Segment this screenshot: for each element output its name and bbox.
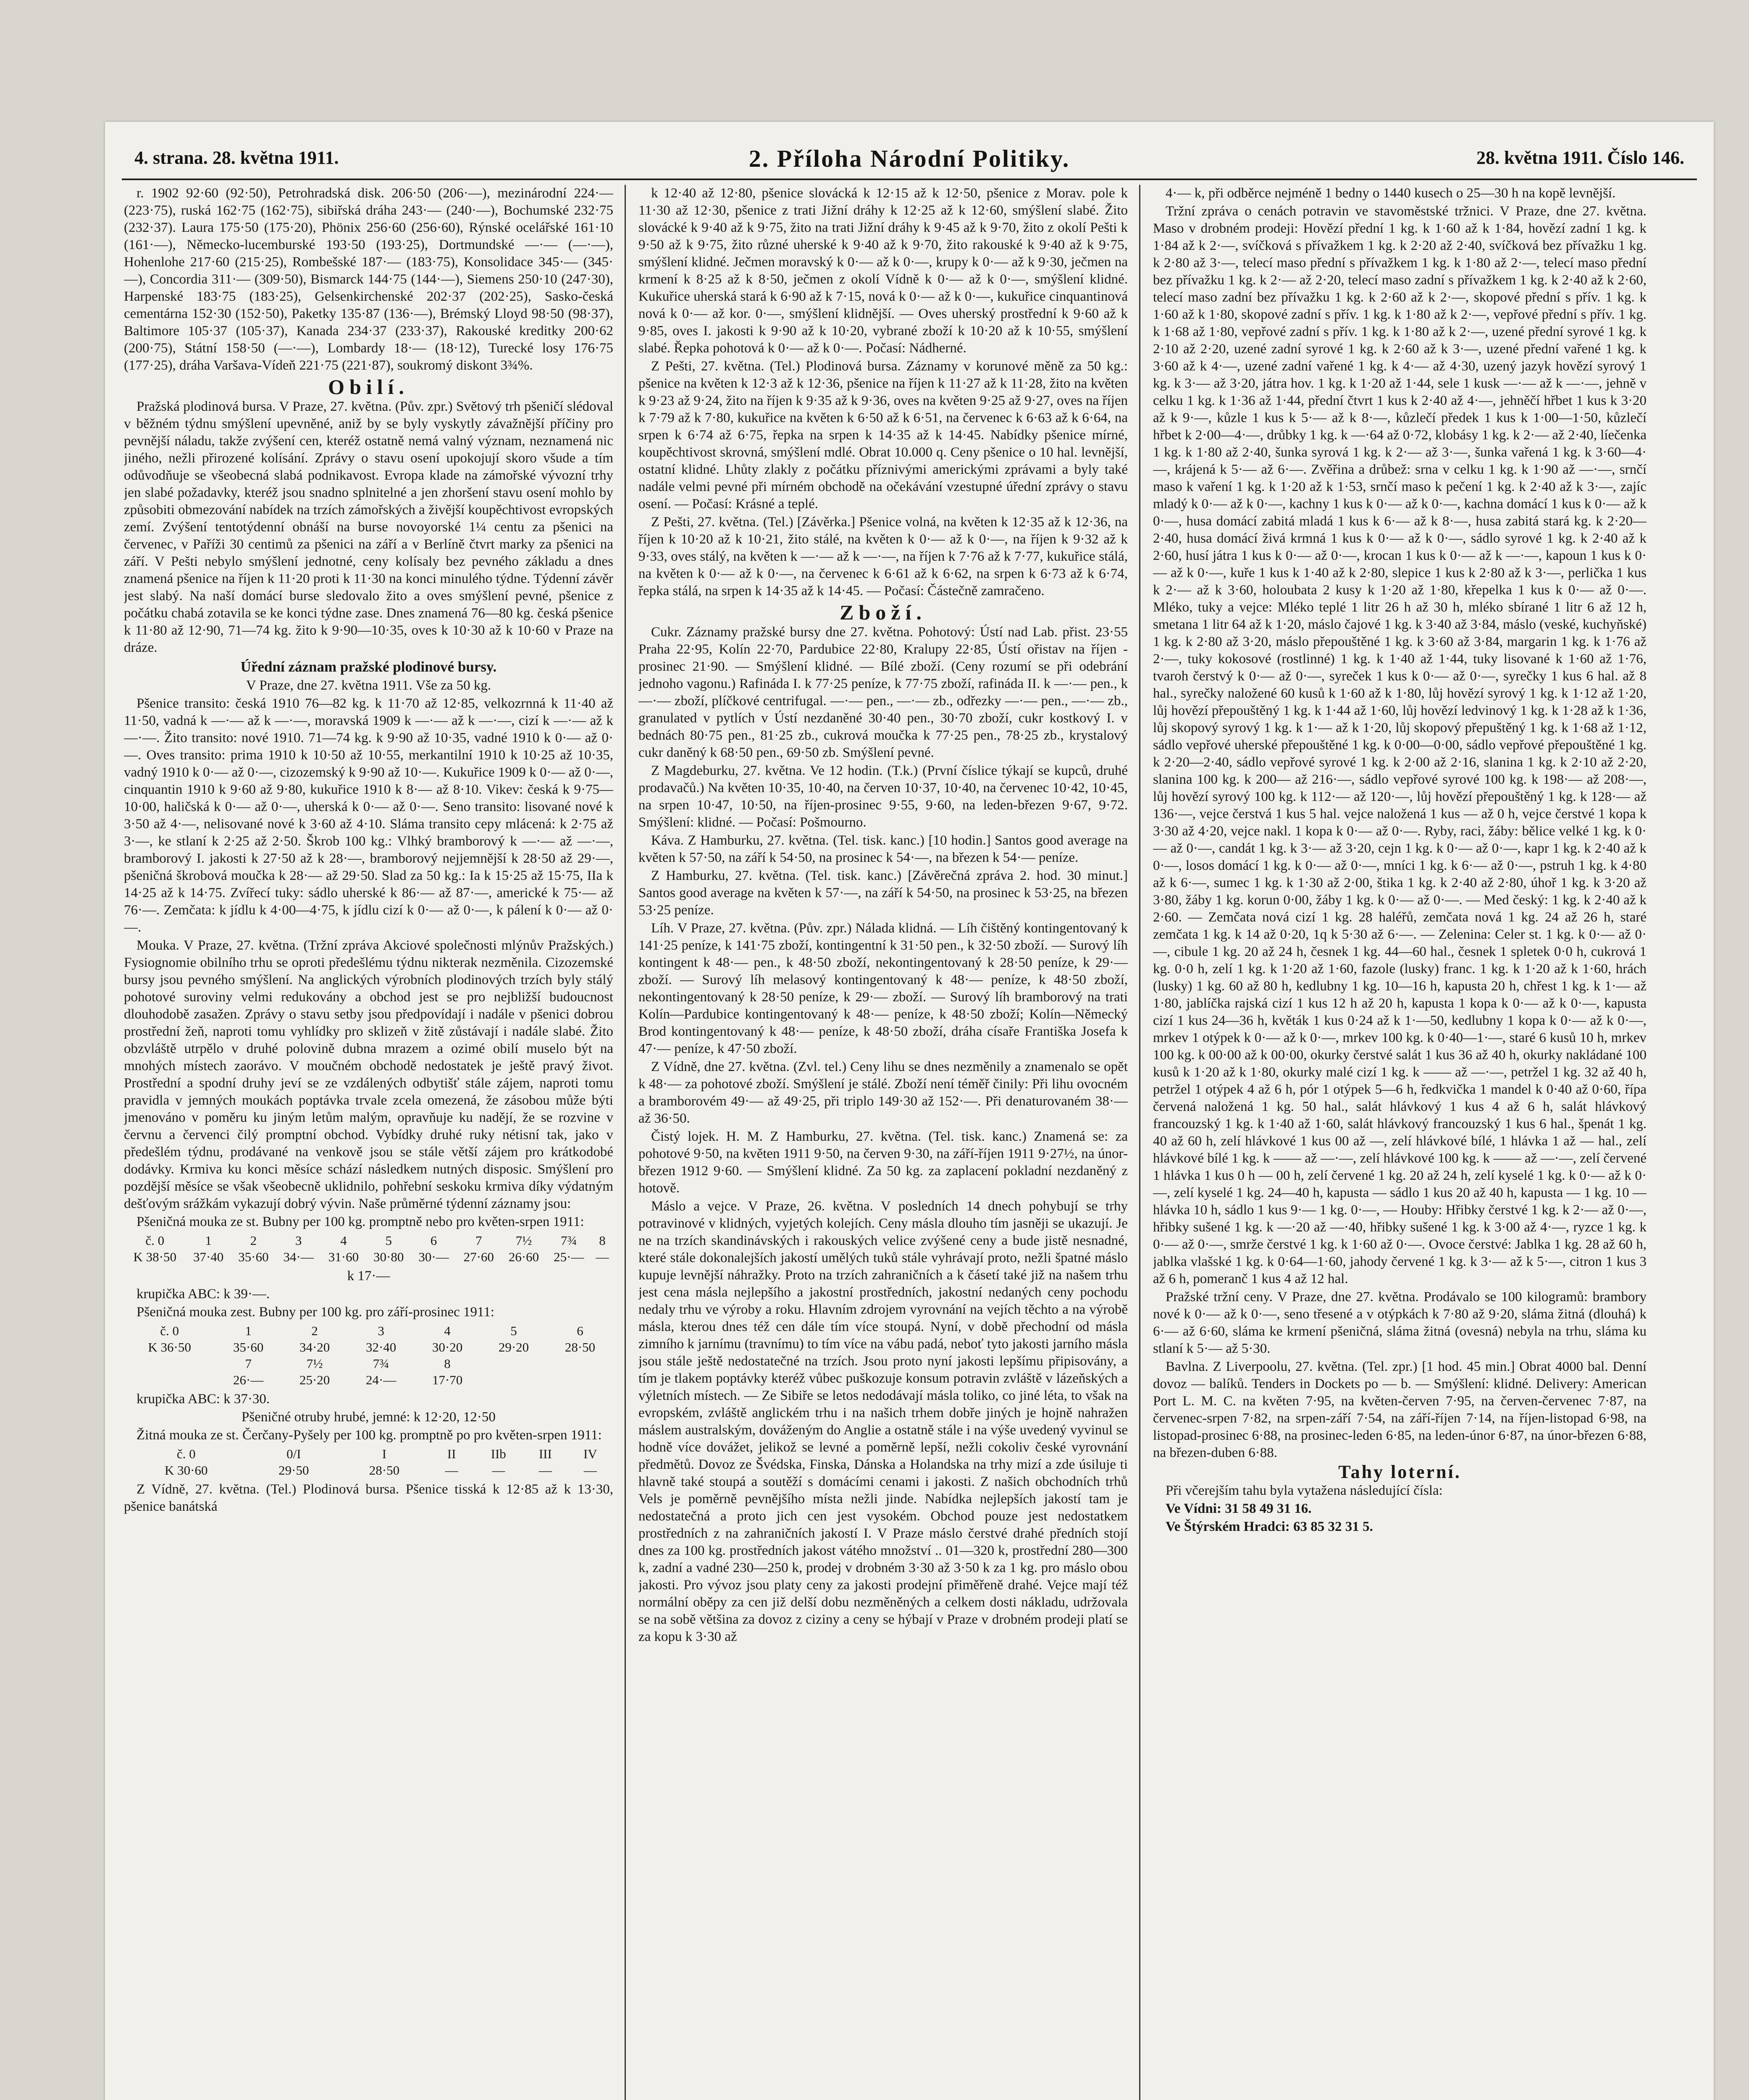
rye-flour-table xyxy=(124,1446,613,1478)
table-cell: 7 xyxy=(245,1356,252,1371)
table-header-row xyxy=(124,1446,613,1462)
table-cell: 35·60 xyxy=(233,1340,264,1354)
wheat-flour-table xyxy=(124,1232,613,1265)
table-cell: 25·— xyxy=(554,1250,584,1264)
table-row xyxy=(124,1249,613,1265)
table-cell: 30·20 xyxy=(432,1340,463,1354)
table-cell: 27·60 xyxy=(463,1250,494,1264)
semolina-price-2: krupička ABC: k 37·30. xyxy=(137,1391,270,1407)
table-cell: 3 xyxy=(295,1233,302,1248)
table-cell: K 30·60 xyxy=(165,1463,208,1478)
table-cell: 28·50 xyxy=(369,1463,400,1478)
lottery-vienna-label: Ve Vídni: xyxy=(1166,1501,1221,1516)
table-cell: 5 xyxy=(385,1233,392,1248)
lottery-graz xyxy=(1153,1518,1647,1536)
budapest-closing-report: Z Pešti, 27. května. (Tel.) [Závěrka.] Pšenice volná, na květen k 12·35 až k 12·36, na říjen k 10·20 až k 10·21, žito stálé, na květen k 0·— až k 0·—, na říjen k 9·32 až k 9·33, oves stálý, na květen k —·— až k —·—, na říjen k 7·76 až k 7·77, kukuřice stálá, na květen k 0·— až k 0·—, na červenec k 6·61 až k 6·62, na srpen k 6·73 až k 6·74, řepka stálá, na srpen k 14·35 až k 14·45. — Počasí: Částečně zamračeno. xyxy=(638,514,1128,598)
hamburg-report: Z Hamburku, 27. května. (Tel. tisk. kanc.) [Závěrečná zpráva 2. hod. 30 minut.] Santos good average na květen k 57·—, na září k 54·50, na prosinec k 53·25, na březen 53·25 peníze. xyxy=(638,868,1128,918)
table-cell: K 36·50 xyxy=(148,1340,191,1354)
table-row xyxy=(124,1462,613,1478)
prague-market-prices: Pražské tržní ceny. V Praze, dne 27. května. Prodávalo se 100 kilogramů: brambory nové k 0·— až k 0·—, seno třesené a v otýpkách k 7·80 až 9·20, sláma žitná (dlouhá) k 6·— až 6·60, sláma ke krmení pšeničná, sláma žitná (ovesná) nebyla na trhu, sláma ku stlaní k 5·— až 5·30. xyxy=(1153,1289,1647,1356)
column-divider xyxy=(1139,185,1140,2100)
table-cell: 0/I xyxy=(286,1446,301,1461)
sugar-report: Cukr. Záznamy pražské bursy dne 27. května. Pohotový: Ústí nad Lab. přist. 23·55 Praha 22·95, Kolín 22·70, Pardubice 22·80, Kralupy 22·85, Ústí ořistav na říjen - prosinec 21·90. — Smýšlení klidné. — Bílé zboží. (Ceny rozumí se při odebrání jednoho vagonu.) Rafináda I. k 77·25 peníze, k 77·75 zboží, rafináda II. k —·— pen., k —·— zboží, plíčkové centrifugal. —·— pen., —·— zb., odřezky —·— pen., —·— zb., granulated v pytlích v Ústí nezdaněné 30·40 pen., 30·70 zboží, cukr kostkový I. v bednách 80·75 pen., 81·25 zb., cukrová moučka k 77·25 pen., 78·25 zb., krystalový cukr daněný k 68·50 pen., 69·50 zb. Smýšlení pevné. xyxy=(638,625,1128,760)
semolina-price: krupička ABC: k 39·—. xyxy=(137,1286,270,1302)
cotton-report: Bavlna. Z Liverpoolu, 27. května. (Tel. zpr.) [1 hod. 45 min.] Obrat 4000 bal. Denní dovoz — balíků. Tenders in Dockets po — b. — Smýšlení: klidné. Delivery: American Port L. M. C. na květen 7·95, na květen-červen 7·95, na červen-červenec 7·87, na červenec-srpen 7·82, na srpen-září 7·54, na září-říjen 7·14, na říjen-listopad 6·98, na listopad-prosinec 6·88, na prosinec-leden 6·85, na leden-únor 6·87, na únor-březen 6·88, na březen-duben 6·88. xyxy=(1153,1359,1647,1460)
table-cell: 3 xyxy=(378,1323,384,1338)
official-record-subtitle: V Praze, dne 27. května 1911. Vše za 50 kg. xyxy=(246,678,491,693)
column-divider xyxy=(625,185,626,2100)
vienna-exchange-continued: k 12·40 až 12·80, pšenice slovácká k 12·15 až k 12·50, pšenice z Morav. pole k 11·30 až 12·30, pšenice z trati Jižní dráhy k 12·25 až k 12·60, smýšlení slabé. Žito slovácké k 9·40 až k 9·75, žito na trati Jižní dráhy k 9·45 až k 9·70, žito z okolí Pešti k 9·50 až k 9·75, žito různé uherské k 9·40 až k 9·70, žito rakouské k 9·40 až k 9·75, smýšlení klidné. Ječmen moravský k 0·— až k 0·—, krupy k 0·— až k 9·30, ječmen na krmení k 8·25 až k 8·50, ječmen z okolí Vídně k 0·— až k 0·—, smýšlení klidné. Kukuřice uherská stará k 6·90 až k 7·15, nová k 0·— až k 0·—, kukuřice cinquantinová nová k 0·— až kor. 0·—, smýšlení klidnější. — Oves uherský prostřední k 9·60 až k 9·85, oves I. jakosti k 9·90 až k 10·20, vybrané zboží k 10·20 až k 10·55, smýšlení slabé. Řepka pohotová k 0·— až k 0·—. Počasí: Nádherné. xyxy=(638,186,1128,356)
table-header-row xyxy=(124,1355,613,1372)
table-cell: 35·60 xyxy=(238,1250,269,1264)
official-record-title: Úřední záznam pražské plodinové bursy. xyxy=(240,659,497,675)
column-3 xyxy=(1153,185,1647,2100)
butter-eggs-report: Máslo a vejce. V Praze, 26. května. V posledních 14 dnech pohybují se trhy potravinové v klidných, vyjetých kolejích. Ceny másla dlouho tím jasněji se ukazují. Je ne na trzích skandinávských i rakouských velice zvýšené ceny a bude jistě nesnadné, které stále dokonalejších jakostí umělých tuků stále vyhrávají proto, nežli špatné máslo kupuje levnější náhražky. Proto na trzích zahraničních a k čásetí také již na našem trhu jest cena másla nejlepšího a jakostní prostředních, jakostní nedaných ceny pochodu nedaly trhu ve výroby a roku. Hlavním zdrojem vyrovnání na vejích těchto a na výrobě másla, kterou dnes též cen dále tím více stoupá. Nyní, v době přechodní od másla zimního k jarnímu (travnímu) to tím více na vábu padá, neboť tyto jakosti jarního másla jsou stále ještě nedostatečné na trzích. Jsou proto nyní jakosti lepšímu připisovány, a tím je tlakem poptávky kteréž vůbec puškozuje konsum potravin zvláště v lázeňských a výletních místech. — Ze Sibiře se letos nedodávají másla toliko, co jiné léta, to však na evropském, zvláště anglickém trhu i na našich trhem dobře jiných je hojně nahražen máslem australským, dováženým do Anglie a ostatně stále i na výše uvedený vyvinul se hodně více dovážet, jelikož se levné a poměrně lepší, nežli cokoliv české vyrovnání předmětů. Dovoz ze Švédska, Finska, Dánska a Holandska na trhy mizí a zde úsiluje ti hlavně také stoupá a soutěží s domácími cenami i jakosti. Z našich obchodních trhů Vels je poměrně pevnějšího místa nežli jinde. Nabídka nejlepších jakostí tam je nedostatečná a proto jich cen jest vysokém. Obchod pouze jest nedostatkem prostředních z na zahraničních jakostí I. V Praze máslo čerstvé drahé předních stojí dnes za 100 kg. prostředních jakost vátého množství .. 01—320 k, prostřední 280—300 k, zadní a vadné 230—250 k, prodej v drobném 3·30 až 3·50 k za 1 kg. pro máslo obou jakosti. Pro vývoz jsou platy ceny za jakosti prodejní přiměřeně drahé. Vejce mají též normální oběpy za cen již delší dobu nezměněných a celkem dosti nákladu, udržovala se na sobě většina za dovoz z ciziny a ceny se hýbají v Praze v drobném prodeji platí se za kopu k 3·30 až xyxy=(638,1199,1128,1644)
table-cell: — xyxy=(492,1463,505,1478)
table-cell: 7¾ xyxy=(373,1356,389,1371)
bran-prices: Pšeničné otruby hrubé, jemné: k 12·20, 12·50 xyxy=(242,1410,496,1425)
page-header xyxy=(134,147,1684,174)
table-cell: 31·60 xyxy=(328,1250,359,1264)
table-cell: 8 xyxy=(599,1233,606,1248)
table-row xyxy=(124,1339,613,1355)
lottery-vienna-numbers: 31 58 49 31 16. xyxy=(1225,1501,1312,1516)
table-cell: 28·50 xyxy=(565,1340,596,1354)
table-cell: 4 xyxy=(444,1323,451,1338)
rye-flour-title: Žitná mouka ze st. Čerčany-Pyšely per 100 kg. promptně po pro květen-srpen 1911: xyxy=(137,1428,602,1443)
table-cell: 30·— xyxy=(418,1250,449,1264)
header-rule xyxy=(122,178,1697,180)
header-date-left: 4. strana. 28. května 1911. xyxy=(134,147,339,168)
table-cell: 7½ xyxy=(515,1233,532,1248)
table-cell: 34·— xyxy=(283,1250,314,1264)
wheat-flour-title-2: Pšeničná mouka zest. Bubny per 100 kg. pro září-prosinec 1911: xyxy=(137,1305,494,1320)
table-cell: K 38·50 xyxy=(133,1250,176,1264)
official-record-text: Pšenice transito: česká 1910 76—82 kg. k 11·70 až 12·85, velkozrnná k 11·40 až 11·50, vadná k —·— až k —·—, moravská 1909 k —·— až k —·—, cizí k —·— až k —·—. Žito transito: nové 1910. 71—74 kg. k 9·90 až 10·35, vadné 1910 k 0·— až 0·—. Oves transito: prima 1910 k 10·50 až 10·55, merkantilní 1910 k 10·25 až 10·35, vadný 1910 k 0·— až 0·—, cizozemský k 9·90 až 10·—. Kukuřice 1909 k 0·— až 0·—, cinquantin 1910 k 9·60 až 9·80, kukuřice 1910 k 8·— až 8·10. Vikev: česká k 9·75—10·00, haličská k 0·— až 0·—, uherská k 0·— až 0·—. Seno transito: lisované nové k 3·50 až 4·—, nelisované nové k 3·60 až 4·10. Sláma transito cepy mlácená: k 2·75 až 3·—, ke stlaní k 2·25 až 2·50. Škrob 100 kg.: Vlhký bramborový k —·— až —·—, bramborový I. jakosti k 27·50 až k 28·—, bramborový nejjemnější k 28·50 až 29·—, pšeničná škrobová moučka k 28·— až 29·50. Slad za 50 kg.: Ia k 15·25 až 15·75, IIa k 14·25 až k 14·75. Zvířecí tuky: sádlo uherské k 86·— až 87·—, americké k 75·— až 76·—. Zemčata: k jídlu k 4·00—4·75, k jídlu cizí k 0·— až 0·—, k pálení k 0·— až 0·—. xyxy=(124,696,613,935)
stock-quotes-paragraph: r. 1902 92·60 (92·50), Petrohradská disk. 206·50 (206·—), mezinárodní 224·— (223·75), ruská 162·75 (162·75), sibiřská dráha 243·— (240·—), Bochumské 232·75 (232·37). Laura 175·50 (175·20), Phönix 256·60 (256·60), Rýnské ocelářské 161·10 (161·—), Německo-lucemburské 193·50 (193·25), Dortmundské —·— (—·—), Hohenlohe 217·60 (215·25), Rombešské 187·— (183·75), Konsolidace 345·— (345·—), Concordia 311·— (309·50), Bismarck 144·75 (144·—), Siemens 250·10 (247·30), Harpenské 183·75 (183·25), Gelsenkirchenské 202·37 (202·25), Sasko-česká cementárna 152·30 (152·50), Paketky 135·87 (136·—), Brémský Lloyd 98·50 (98·37), Baltimore 105·37 (105·37), Kanada 234·37 (233·37), Rakouské kreditky 200·62 (200·75), Státní 158·50 (—·—), Lombardy 18·— (18·12), Turecké losy 176·75 (177·25), dráha Varšava-Vídeň 221·75 (221·87), soukromý diskont 3¾%. xyxy=(124,186,613,373)
table-cell: 1 xyxy=(205,1233,212,1248)
table-cell: — xyxy=(538,1463,552,1478)
table-cell: IV xyxy=(583,1446,597,1461)
table-cell: — xyxy=(445,1463,458,1478)
table-cell: 2 xyxy=(311,1323,318,1338)
table-cell: 6 xyxy=(430,1233,437,1248)
table-cell: II xyxy=(447,1446,456,1461)
table-cell: 29·50 xyxy=(278,1463,309,1478)
table-cell: — xyxy=(583,1463,597,1478)
table-cell: 37·40 xyxy=(193,1250,224,1264)
table-cell: III xyxy=(538,1446,552,1461)
wheat-flour-table-2 xyxy=(124,1323,613,1388)
column-2 xyxy=(638,185,1128,2100)
column-1 xyxy=(124,185,613,2100)
table-cell: 6 xyxy=(577,1323,583,1338)
table-cell: 26·60 xyxy=(508,1250,539,1264)
table-cell: 29·20 xyxy=(498,1340,529,1354)
wheat-flour-title: Pšeničná mouka ze st. Bubny per 100 kg. promptně nebo pro květen-srpen 1911: xyxy=(137,1214,584,1229)
table-cell: č. 0 xyxy=(145,1233,165,1248)
section-title-obili: Obilí. xyxy=(328,375,409,399)
table-cell: 34·20 xyxy=(299,1340,330,1354)
table-cell: 2 xyxy=(250,1233,257,1248)
table-cell: č. 0 xyxy=(160,1323,179,1338)
table-cell: I xyxy=(382,1446,387,1461)
table-cell: 1 xyxy=(245,1323,252,1338)
spirits-report: Líh. V Praze, 27. května. (Pův. zpr.) Nálada klidná. — Líh čištěný kontingentovaný k 141·25 peníze, k 141·75 zboží, kontingentní k 31·50 pen., k 32·50 zboží. — Surový líh kontingent k 48·— pen., k 48·50 zboží, nekontingentovaný k 28·50 peníze, k 29·— zboží. — Surový líh melasový kontingentovaný k 48·— peníze, k 48·50 zboží, nekontingentovaný k 28·50 peníze, k 29·— zboží. — Surový líh bramborový na trati Kolín—Pardubice kontingentovaný k 48·— peníze, k 48·50 zboží; Kolín—Německý Brod kontingentovaný k 48·— peníze, k 48·50 zboží, dráha císaře Františka Josefa k 47·— peníze, k 47·50 zboží. xyxy=(638,921,1128,1056)
eggs-continued: 4·— k, při odběrce nejméně 1 bedny o 1440 kusech o 25—30 h na kopě levnější. xyxy=(1166,186,1616,201)
table-cell: IIb xyxy=(491,1446,506,1461)
lottery-graz-label: Ve Štýrském Hradci: xyxy=(1166,1519,1290,1534)
magdeburg-report: Z Magdeburku, 27. května. Ve 12 hodin. (T.k.) (První číslice týkají se kupců, druhé prodavačů.) Na květen 10·35, 10·40, na červen 10·37, 10·40, na červenec 10·42, 10·45, na srpen 10·47, 10·50, na říjen-prosinec 9·55, 9·60, na leden-březen 9·67, 9·72. Smýšlení: klidné. — Počasí: Pošmourno. xyxy=(638,763,1128,830)
budapest-exchange-report: Z Pešti, 27. května. (Tel.) Plodinová bursa. Záznamy v korunové měně za 50 kg.: pšenice na květen k 12·3 až k 12·36, pšenice na říjen k 11·27 až k 11·28, žito na květen k 9·23 až 9·24, žito na říjen k 9·35 až k 9·36, oves na květen 9·25 až 9·27, oves na říjen k 7·79 až k 7·80, kukuřice na květen k 6·50 až k 6·51, na červenec k 6·63 až k 6·64, na srpen k 6·74 až 6·75, řepka na srpen k 14·35 až k 14·45. Nabídky pšenice mírné, koupěchtivost skrovná, smýšlení mdlé. Obrat 10.000 q. Ceny pšenice o 10 hal. levnější, ostatní klidné. Lhůty zlakly z počátku příznivými americkými zprávami a byly také nadále velmi pevné při mírném obchodě na očekávání vzestupné úřední zprávy o stavu osení. — Počasí: Krásné a teplé. xyxy=(638,359,1128,512)
header-issue-number: 28. května 1911. Číslo 146. xyxy=(1476,147,1684,168)
table-cell: č. 0 xyxy=(176,1446,196,1461)
oil-report: Čistý lojek. H. M. Z Hamburku, 27. května. (Tel. tisk. kanc.) Znamená se: za pohotové 9·50, na květen 1911 9·50, na červen 9·30, na září-říjen 1911 9·27½, na únor-březen 1912 9·60. — Smýšlení klidné. Za 50 kg. za zaplacení pokladní nezdaněný z hotově. xyxy=(638,1129,1128,1196)
table-cell: 26·— xyxy=(233,1373,264,1387)
table-cell: — xyxy=(596,1250,609,1264)
table-cell: 4 xyxy=(340,1233,347,1248)
table-cell: 5 xyxy=(510,1323,517,1338)
flour-report: Mouka. V Praze, 27. května. (Tržní zpráva Akciové společnosti mlýnův Pražských.) Fysiognomie obilního trhu se oproti předešlému týdnu nikterak nezměnila. Cizozemské bursy jsou pevného smýšlení. Na anglických výrobních plodinových trzích byly stálý pohotové suroviny velmi redukovány a obchod jest se pro nejbližší budoucnost dlouhodobě zasažen. Zprávy o stavu setby jsou předpovídají i nadále v pšenici dobrou prostřední žeň, naproti tomu vyhlídky pro sklizeň v žitě zůstávají i nadále slabé. Žito obzvláště utrpělo v druhé polovině dubna mrazem a ozimé obilí muselo být na mnohých místech zaorávo. V moučném obchodě nedostatek je ještě pravý život. Prostřední a spodní druhy jeví se ze vzdálených odbytišť stále zájem, naproti tomu pravidla v jemných moukách poptávka trvale zcela omezená, že zásobou může býti jmenováno v poměru ku jiným letům malým, opravňuje ku nadějí, že se rozvine v červnu a červenci čilý promptní obchod. Vybídky druhé ruky nétisní tak, jako v předešlém týdnu, prodávané na venkově jsou se stále větší zájem pro krátkodobé dodávky. Krmiva ku konci měsíce schází následkem nutných disposic. Smýšlení pro pozdější měsíce se však všeobecně uklidnilo, pohřební seskoku krmiva díky výdatným dešťovým srážkám vykazují dobrý vývin. Naše průměrné týdenní záznamy jsou: xyxy=(124,938,613,1211)
lottery-vienna xyxy=(1153,1500,1647,1517)
table-row xyxy=(124,1372,613,1388)
coffee-report: Káva. Z Hamburku, 27. května. (Tel. tisk. kanc.) [10 hodin.] Santos good average na květen k 57·50, na září k 54·50, na prosinec k 54·—, na březen k 54·— peníze. xyxy=(638,833,1128,865)
section-title-zbozi: Zboží. xyxy=(840,601,927,624)
table-cell: 25·20 xyxy=(299,1373,330,1387)
header-masthead: 2. Příloha Národní Politiky. xyxy=(748,145,1070,172)
table-cell: 8 xyxy=(444,1356,451,1371)
table-cell: 17·70 xyxy=(432,1373,463,1387)
vienna-exchange-report: Z Vídně, 27. května. (Tel.) Plodinová bursa. Pšenice tisská k 12·85 až k 13·30, pšenice banátská xyxy=(124,1482,613,1514)
vienna-spirits-report: Z Vídně, dne 27. května. (Zvl. tel.) Ceny lihu se dnes nezměnily a znamenalo se opět k 48·— za pohotové zboží. Smýšlení je stálé. Zboží není téměř činily: Při lihu ovocném a bramborovém 49·— až 49·25, při triplo 149·30 až 152·—. Při denaturovaném 38·— až 36·50. xyxy=(638,1059,1128,1126)
table-cell: 32·40 xyxy=(365,1340,397,1354)
table-cell: 24·— xyxy=(365,1373,397,1387)
table-cell: 30·80 xyxy=(373,1250,404,1264)
lottery-graz-numbers: 63 85 32 31 5. xyxy=(1293,1519,1373,1534)
table-cell: 7 xyxy=(475,1233,482,1248)
lottery-title: Tahy loterní. xyxy=(1338,1462,1461,1482)
table-header-row xyxy=(124,1323,613,1339)
grain-exchange-report: Pražská plodinová bursa. V Praze, 27. května. (Pův. zpr.) Světový trh pšeničí slédoval v běžném týdnu smýšlení upevněné, aniž by se byly vyskytly závažnější příčiny pro pevnější náladu, takže zvýšení cen, kteréž ostatně nemá valný význam, neznamená nic jiného, nežli přirozené kolísání. Zprávy o stavu osení upokojují skoro všude a tím odůvodňuje se všeobecná slabá podnikavost. Evropa klade na zámořské vývozní trhy jen slabé požadavky, kteréž jsou snadno splnitelné a jen zhoršení stavu osení mohlo by způsobiti obmezování nabídek na trzích zámořských a živější koupěchtivost evropských zemí. Zvýšení tentotýdenní obnáší na burse novoyorské 1¼ centu za pšenici na červenec, v Paříži 30 centimů za pšenici na září a v Berlíně čtvrt marky za pšenici na září. V Pešti nebylo smýšlení jednotné, ceny kolísaly bez pevného základu a dnes znamená pšenice na říjen k 11·20 proti k 11·30 na konci minulého týdne. Týdenní závěr jest slabý. Na naší domácí burse sledovalo žito a oves smýšlení pevné, pšenice z počátku chabá zotavila se ke konci týdne zase. Dnes znamená 76—80 kg. česká pšenice k 11·80 až 12·90, 71—74 kg. žito k 9·90—10·35, oves k 10·30 až k 10·60 v Praze na dráze. xyxy=(124,399,613,655)
lottery-subtitle: Při včerejším tahu byla vytažena následující čísla: xyxy=(1166,1483,1443,1498)
table-cell: 7½ xyxy=(306,1356,323,1371)
newspaper-page xyxy=(105,122,1714,2100)
table-note: k 17·— xyxy=(347,1268,390,1284)
market-prices-report: Tržní zpráva o cenách potravin ve stavoměstské tržnici. V Praze, dne 27. května. Maso v drobném prodeji: Hovězí přední 1 kg. k 1·60 až k 1·84, hovězí zadní 1 kg. k 1·84 až k 2·—, svíčková s přívažkem 1 kg. k 2·20 až 2·40, svíčková bez přívažku 1 kg. k 2·80 až 3·—, telecí maso přední s přívažkem 1 kg. k 1·80 až 2·—, telecí maso přední bez přívažku 1 kg. k 2·— až 2·20, telecí maso zadní s přívažkem 1 kg. k 2·40 až k 2·60, telecí maso zadní bez přívažku 1 kg. k 2·60 až k 2·—, skopové přední s přív. 1 kg. k 1·60 až k 1·80, skopové zadní s přív. 1 kg. k 1·80 až k 2·—, vepřové přední s přív. 1 kg. k 1·68 až 1·80, vepřové zadní s přív. 1 kg. k 1·80 až k 2·—, uzené přední syrové 1 kg. k 2·10 až 2·20, uzené zadní syrové 1 kg. k 2·60 až k 3·—, uzené přední vařené 1 kg. k 3·60 až k 4·—, uzené zadní vařené 1 kg. k 4·— až 4·30, uzený jazyk hovězí syrový 1 kg. k 3·— až 3·20, játra hov. 1 kg. k 1·20 až 1·44, sele 1 kusk —·— až k —·—, jehně v celku 1 kg. k 1·36 až 1·44, přední čtvrt 1 kus k 2·40 až 4·—, jehněčí hřbet 1 kus k 3·20 až k 9·—, kůzle 1 kus k 5·— až k 8·—, kůzlečí předek 1 kus k 1·00—1·50, kůzlečí hřbet k 2·00—4·—, drůbky 1 kg. k —·64 až 0·72, klobásy 1 kg. k 2·— až 2·40, líečenka 1 kg. k 1·80 až 2·40, šunka syrová 1 kg. k 2·— až 3·—, šunka vařená 1 kg. k 3·60—4·—, krájená k 5·— až 6·—. Zvěřina a drůbež: srna v celku 1 kg. k 1·90 až —·—, srnčí maso k vaření 1 kg. k 1·20 až k 1·53, srnčí maso k pečení 1 kg. k 2·40 až k 3·—, zajíc mladý k 0·— až k 0·—, kachny 1 kus k 0·— až k 0·—, kachna domácí 1 kus k 0·— až k 0·—, husa domácí zabitá mladá 1 kus k 6·— až k 8·—, husa zabitá stará kg. k 2·20—2·40, husa domácí živá krmná 1 kus k 0·— až k 0·—, sádlo syrové 1 kg. k 2·40 až k 2·60, husí játra 1 kus k 0·— až 0·—, krocan 1 kus k 0·— až k —·—, kapoun 1 kus k 0·— až k 0·—, kuře 1 kus k 1·40 až k 2·80, slepice 1 kus k 2·80 až k 3·—, perlička 1 kus k 2·— až k 3·60, holoubata 2 kusy k 1·20 až 1·80, křepelka 1 kus k 0·— až 0·—. Mléko, tuky a vejce: Mléko teplé 1 litr 26 h až 30 h, mléko sbírané 1 litr 6 až 12 h, smetana 1 litr 64 až k 1·20, máslo čajové 1 kg. k 3·40 až 3·84, máslo (veské, kuchyňské) 1 kg. k 2·80 až 3·20, máslo přepouštěné 1 kg. k 3·60 až 3·84, margarin 1 kg. k 1·76 až 2·—, tuky kokosové (rostlinné) 1 kg. k 1·40 až 1·44, tuky lisované k 1·60 až 1·76, tvaroh čerstvý k 0·— až 0·—, syreček 1 kus k 0·— až 0·—, syrečky 1 kus 6 hal. až 8 hal., syrečky naložené 60 kusů k 1·60 až k 1·80, lůj hovězí syrový 1 kg. k 1·12 až 1·20, lůj hovězí přepouštěný 1 kg. k 1·44 až 1·60, lůj hovězí ledvinový 1 kg. k 1·28 až k 1·36, lůj skopový syrový 1 kg. k 1·— až k 1·20, lůj skopový přepuštěný 1 kg. k 1·68 až 1·12, sádlo vepřové uherské přepouštěné 1 kg. k 0·00—0·00, sádlo vepřové přepouštěné 1 kg. k 2·20—2·40, sádlo vepřové syrové 1 kg. k 2·00 až 2·16, slanina 1 kg. k 2·10 až 2·20, slanina 100 kg. k 200— až 216·—, sádlo vepřové syrové 100 kg. k 198·— až 208·—, lůj hovězí syrový 100 kg. k 112·— až 120·—, lůj hovězí přepouštěný 1 kg. k 128·— až 136·—, vejce čerstvá 1 kus 5 hal. vejce naložená 1 kus — až 0 h, vejce čerstvé 1 kopa k 3·30 až 4·20, vejce nakl. 1 kopa k 0·— až 0·—. Ryby, raci, žáby: bělice velké 1 kg. k 0·— až 0·—, candát 1 kg. k 3·— až 3·20, cejn 1 kg. k 0·— až 0·—, kapr 1 kg. k 2·40 až k 0·—, losos domácí 1 kg. k 0·— až 0·—, mníci 1 kg. k 6·— až 0·—, pstruh 1 kg. k 4·80 až k 6·—, sumec 1 kg. k 1·30 až 2·00, štika 1 kg. k 2·40 až 2·80, úhoř 1 kg. k 3·20 až 3·80, žáby 1 kg. korun 0·00, žáby 1 kg. k 0·— až 0·—. — Med český: 1 kg. k 2·40 až k 2·60. — Zemčata nová cizí 1 kg. 28 haléřů, zemčata nová 1 kg. 24 až 26 h, staré zemčata 1 kg. k 14 až 0·20, 1q k 5·30 až 6·—. — Zelenina: Celer st. 1 kg. k 0·— až 0·—, cibule 1 kg. 20 až 24 h, česnek 1 kg. 44—60 hal., česnek 1 spletek 0·0 h, cukrová 1 kg. 0·0 h, zelí 1 kg. k 1·20 až 1·60, fazole (lusky) franc. 1 kg. k 1·20 až k 1·60, hrách (lusky) 1 kg. 60 až 80 h, kedlubny 1 kg. 10—16 h, kapusta 20 h, chřest 1 kg. k 1·— až 1·80, jablíčka rajská cizí 1 kus 12 h až 20 h, kapusta 1 kopa k 0·— až k 0·—, kapusta cizí 1 kus 24—36 h, květák 1 kus 0·24 až k 1·—50, kedlubny 1 kopa k 0·— až k 0·—, mrkev 1 otýpek k 0·— až k 0·—, mrkev 100 kg. k 0·40—1·—, staré 6 kusů 10 h, mrkev 100 kg. k 00·00 až k 00·00, okurky čerstvé salát 1 kus 36 až 40 h, okurky nakládané 100 kusů k 1·20 až k 1·80, okurky malé cizí 1 kg. k —— až —·—, petržel 1 kg. 32 až 40 h, petržel 1 otýpek 4 až 6 h, pór 1 otýpek 5—6 h, ředkvička 1 mandel k 0·40 až 0·60, řípa červená naložená 1 kg. 50 hal., salát hlávkový 1 kus 4 až 6 h, salát hlávkový francouzský 1 kg. k 1·40 až 1·60, salát hlávkový francouzský 1 kus 6 hal., špenát 1 kg. 40 až 60 h, zelí hlávkové 1 kus 00 až —, zelí hlávkové bílé, 1 hlávka 1 až — hal., zelí hlávkové bílé 1 kg. k —— až —·—, zelí hlávkové 100 kg. k —— až —·—, zelí červené 1 hlávka 1 kus 0 h — 00 h, zelí červené 1 kg. 20 až 24 h, zelí kyselé 1 kg. k 0·— až k 0·—, zelí kyselé 1 kg. 24—40 h, kapusta — sádlo 1 kus 20 až 40 h, kapusta — 1 kg. 10 — hlávka 10 h, sádlo 1 kus 9·— 1 kg. 0·—, — Houby: Hřibky čerstvé 1 kg. k 2·— až 0·—, hřibky sušené 1 kg. k —·20 až —·40, hřibky sušené 1 kg. k 3·00 až 4·—, ryzce 1 kg. k 0·— až 0·—, smrže čerstvé 1 kg. k 1·60 až 0·—. Ovoce čerstvé: Jablka 1 kg. 28 až 60 h, jablka vlašské 1 kg. k 0·64—1·60, jahody červené 1 kg. k 3·— až k 5·—, citron 1 kus 3 až 6 h, pomeranč 1 kus 4 až 12 hal. xyxy=(1153,204,1647,1286)
table-header-row xyxy=(124,1232,613,1249)
table-cell: 7¾ xyxy=(560,1233,577,1248)
